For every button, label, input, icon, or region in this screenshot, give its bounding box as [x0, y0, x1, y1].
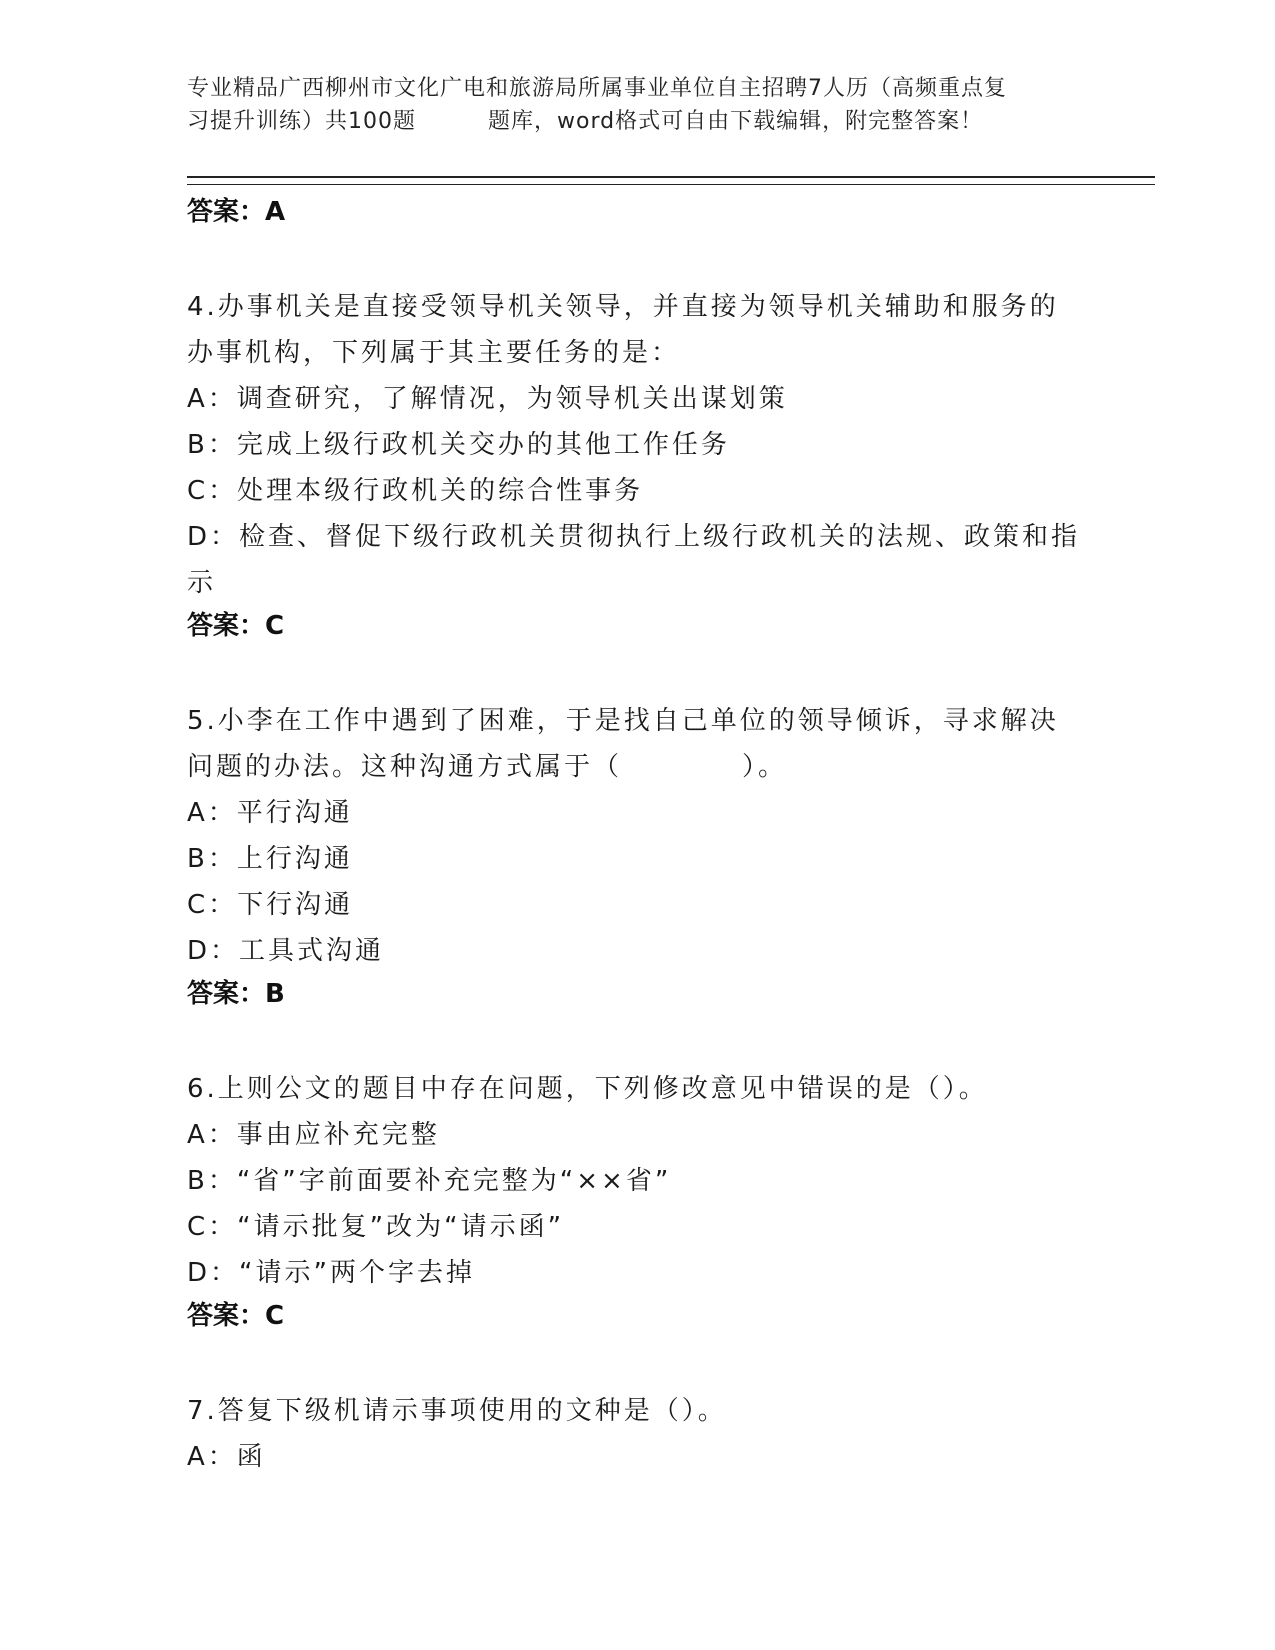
header-line-2-part-b: 题库，word格式可自由下载编辑，附完整答案！: [488, 109, 984, 134]
page-header: [187, 72, 1087, 138]
question-4-option-d: D：检查、督促下级行政机关贯彻执行上级行政机关的法规、政策和指示: [187, 522, 1081, 598]
header-divider: [187, 176, 1155, 185]
question-7-option-a: A：函: [187, 1442, 266, 1472]
question-6-option-a: A：事由应补充完整: [187, 1120, 440, 1150]
question-5-option-a: A：平行沟通: [187, 798, 353, 828]
question-7: [187, 1388, 1087, 1480]
answer-q5: 答案：B: [187, 979, 285, 1009]
question-5-text-b: ）。: [742, 752, 788, 782]
question-4-option-b: B：完成上级行政机关交办的其他工作任务: [187, 430, 730, 460]
question-4-text: 4.办事机关是直接受领导机关领导，并直接为领导机关辅助和服务的办事机构，下列属于其主要任务的是：: [187, 292, 1059, 368]
question-6-text: 6.上则公文的题目中存在问题，下列修改意见中错误的是（）。: [187, 1074, 988, 1104]
document-body: [187, 190, 1087, 1480]
question-6-option-d: D：“请示”两个字去掉: [187, 1258, 475, 1288]
answer-q6: 答案：C: [187, 1301, 285, 1331]
question-5: [187, 698, 1087, 1014]
answer-q4: 答案：C: [187, 611, 285, 641]
question-6-option-c: C：“请示批复”改为“请示函”: [187, 1212, 565, 1242]
question-4-option-c: C：处理本级行政机关的综合性事务: [187, 476, 644, 506]
header-line-1: 专业精品广西柳州市文化广电和旅游局所属事业单位自主招聘7人历（高频重点复: [187, 76, 1007, 101]
question-6: [187, 1066, 1087, 1336]
question-5-text-a: 5.小李在工作中遇到了困难，于是找自己单位的领导倾诉，寻求解决问题的办法。这种沟通方式属于（: [187, 706, 1059, 782]
question-5-option-b: B：上行沟通: [187, 844, 353, 874]
answer-q3: 答案：A: [187, 197, 286, 227]
question-5-text: [187, 698, 1087, 790]
question-6-option-b: B：“省”字前面要补充完整为“××省”: [187, 1166, 672, 1196]
question-5-option-d: D：工具式沟通: [187, 936, 385, 966]
question-5-option-c: C：下行沟通: [187, 890, 354, 920]
header-line-2-part-a: 习提升训练）共100题: [187, 109, 416, 134]
question-4: [187, 284, 1087, 646]
question-7-text: 7.答复下级机请示事项使用的文种是（）。: [187, 1396, 727, 1426]
header-line-2: [187, 105, 1087, 138]
question-4-option-a: A：调查研究，了解情况，为领导机关出谋划策: [187, 384, 788, 414]
